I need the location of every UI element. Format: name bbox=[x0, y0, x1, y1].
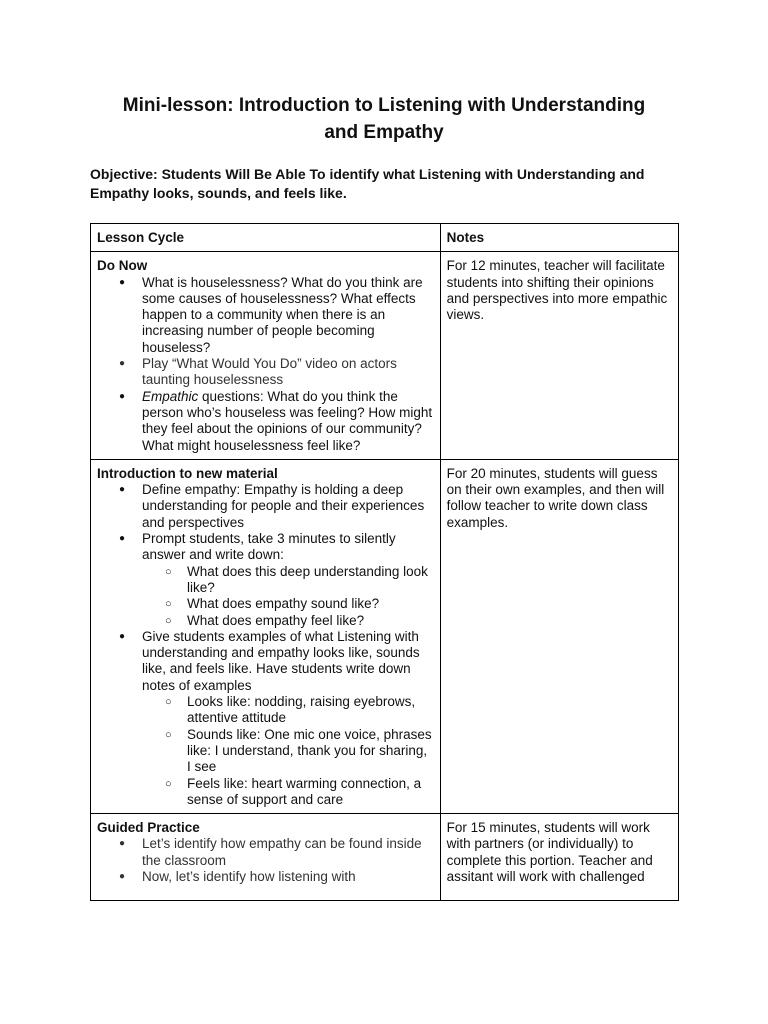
header-lesson-cycle: Lesson Cycle bbox=[91, 224, 441, 252]
list-item-text: Prompt students, take 3 minutes to silently answer and write down: bbox=[142, 531, 396, 563]
table-header-row bbox=[91, 224, 679, 252]
guided-notes: For 15 minutes, students will work with partners (or individually) to complete this portion. Teacher and assitant will work with challenged bbox=[440, 814, 678, 901]
empathic-questions-text: questions: What do you think the person who’s houseless was feeling? How might they feel about the opinions of our community? What might houselessness feel like? bbox=[142, 388, 433, 453]
sub-list bbox=[142, 564, 434, 629]
lesson-plan-table bbox=[90, 223, 679, 901]
header-notes: Notes bbox=[440, 224, 678, 252]
sub-list-item: ○ Looks like: nodding, raising eyebrows, attentive attitude bbox=[187, 694, 434, 727]
do-now-list bbox=[97, 275, 434, 454]
document-title bbox=[0, 92, 768, 146]
table-row-guided-practice bbox=[91, 814, 679, 901]
do-now-heading: Do Now bbox=[97, 258, 148, 274]
list-item: ● What is houselessness? What do you think are some causes of houselessness? What effects happen to a community when there is an increasing number of people becoming houseless? bbox=[142, 275, 434, 356]
intro-cell bbox=[91, 459, 441, 813]
table-row-do-now bbox=[91, 252, 679, 460]
empathic-label: Empathic bbox=[142, 388, 199, 404]
list-item bbox=[142, 389, 434, 454]
guided-heading: Guided Practice bbox=[97, 820, 200, 836]
guided-list bbox=[97, 836, 434, 885]
intro-list bbox=[97, 482, 434, 808]
table-row-intro bbox=[91, 459, 679, 813]
intro-notes: For 20 minutes, students will guess on their own examples, and then will follow teacher to write down class examples. bbox=[440, 459, 678, 813]
intro-heading: Introduction to new material bbox=[97, 465, 278, 481]
list-item bbox=[142, 629, 434, 808]
list-item: ● Define empathy: Empathy is holding a deep understanding for people and their experiences and perspectives bbox=[142, 482, 434, 531]
do-now-cell bbox=[91, 252, 441, 460]
list-item: ● Play “What Would You Do” video on actors taunting houselessness bbox=[142, 356, 434, 389]
list-item bbox=[142, 531, 434, 629]
sub-list-item: ○ Feels like: heart warming connection, a sense of support and care bbox=[187, 776, 434, 809]
sub-list-item: ○ Sounds like: One mic one voice, phrases like: I understand, thank you for sharing, I see bbox=[187, 727, 434, 776]
title-line-2: and Empathy bbox=[324, 122, 444, 143]
title-line-1: Mini-lesson: Introduction to Listening with Understanding bbox=[122, 95, 646, 116]
sub-list-item: ○ What does empathy feel like? bbox=[187, 613, 434, 629]
list-item: ● Let’s identify how empathy can be found inside the classroom bbox=[142, 836, 434, 869]
sub-list-item: ○ What does empathy sound like? bbox=[187, 596, 434, 612]
list-item-text: Give students examples of what Listening with understanding and empathy looks like, sounds like, and feels like. Have students write down notes of examples bbox=[142, 628, 420, 693]
do-now-notes: For 12 minutes, teacher will facilitate students into shifting their opinions and perspectives into more empathic views. bbox=[440, 252, 678, 460]
sub-list bbox=[142, 694, 434, 808]
sub-list-item: ○ What does this deep understanding look like? bbox=[187, 564, 434, 597]
list-item: ● Now, let’s identify how listening with bbox=[142, 869, 434, 885]
guided-cell bbox=[91, 814, 441, 901]
objective-text: Objective: Students Will Be Able To identify what Listening with Understanding and Empathy looks, sounds, and feels like. bbox=[90, 166, 645, 201]
